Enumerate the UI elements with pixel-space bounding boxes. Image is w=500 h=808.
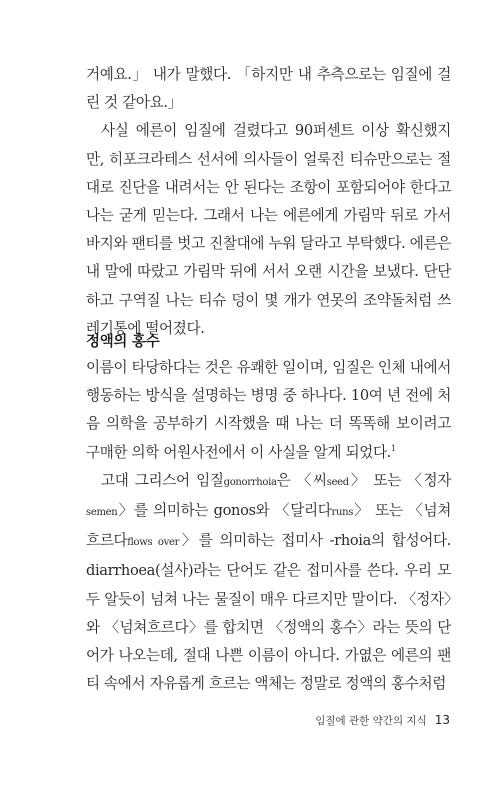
text-run: 은 〈씨 <box>276 471 327 489</box>
page-footer <box>315 713 450 728</box>
footnote-marker: 1 <box>390 443 396 453</box>
top-text-block <box>86 61 451 343</box>
section-text-block <box>86 354 451 698</box>
text-run: 〉를 의미하는 접미사 -rhoia의 합성어다. diarrhoea(설사)라는 단어도 같은 접미사를 쓴다. 우리 모두 알듯이 넘쳐 나는 물질이 매우 다르지만 말이다. 〈정자〉와 〈넘쳐흐르다〉를 합치면 〈정액의 홍수〉라는 뜻의 단어가 나오는데, 절대 나쁜 이름이 아니다. 가엾은 에른의 팬티 속에서 자유롭게 흐르는 액체는 정말로 정액의 홍수처럼 <box>86 532 451 693</box>
english-gloss: semen <box>86 507 118 519</box>
page-number: 13 <box>434 713 450 727</box>
paragraph-text: 이름이 타당하다는 것은 유쾌한 일이며, 임질은 인체 내에서 행동하는 방식을 설명하는 병명 중 하나다. 10여 년 전에 처음 의학을 공부하기 시작했을 때 나는 더 똑똑해 보이려고 구매한 의학 어원사전에서 이 사실을 알게 되었다. <box>86 359 451 461</box>
english-gloss: runs <box>331 507 354 519</box>
english-gloss: flows over <box>127 537 180 549</box>
section-paragraph-1 <box>86 354 451 467</box>
dialogue-paragraph: 거예요.」 내가 말했다. 「하지만 내 추측으로는 임질에 걸린 것 같아요.」 <box>86 66 451 112</box>
text-run: 고대 그리스어 임질 <box>101 471 224 489</box>
text-run: 〉 또는 〈정자 <box>348 471 452 489</box>
section-heading: 정액의 홍수 <box>86 334 160 350</box>
english-gloss: gonorrhoia <box>223 476 277 488</box>
section-paragraph-2 <box>86 467 451 699</box>
text-run: 〉 또는 〈넘쳐흐르다 <box>86 502 451 550</box>
body-paragraph: 사실 에른이 임질에 걸렸다고 90퍼센트 이상 확신했지만, 히포크라테스 선서에 의사들이 얼룩진 티슈만으로는 절대로 진단을 내려서는 안 된다는 조항이 포함되어야 한다고 나는 굳게 믿는다. 그래서 나는 에른에게 가림막 뒤로 가서 바지와 팬티를 벗고 진찰대에 누워 달라고 부탁했다. 에른은 내 말에 따랐고 가림막 뒤에 서서 오랜 시간을 보냈다. 단단하고 구역질 나는 티슈 덩이 몇 개가 연못의 조약돌처럼 쓰레기통에 떨어졌다. <box>86 122 451 337</box>
english-gloss: seed <box>326 476 349 488</box>
running-title: 임질에 관한 약간의 지식 <box>315 715 427 727</box>
text-run: 〉를 의미하는 gonos와 〈달리다 <box>117 502 332 520</box>
